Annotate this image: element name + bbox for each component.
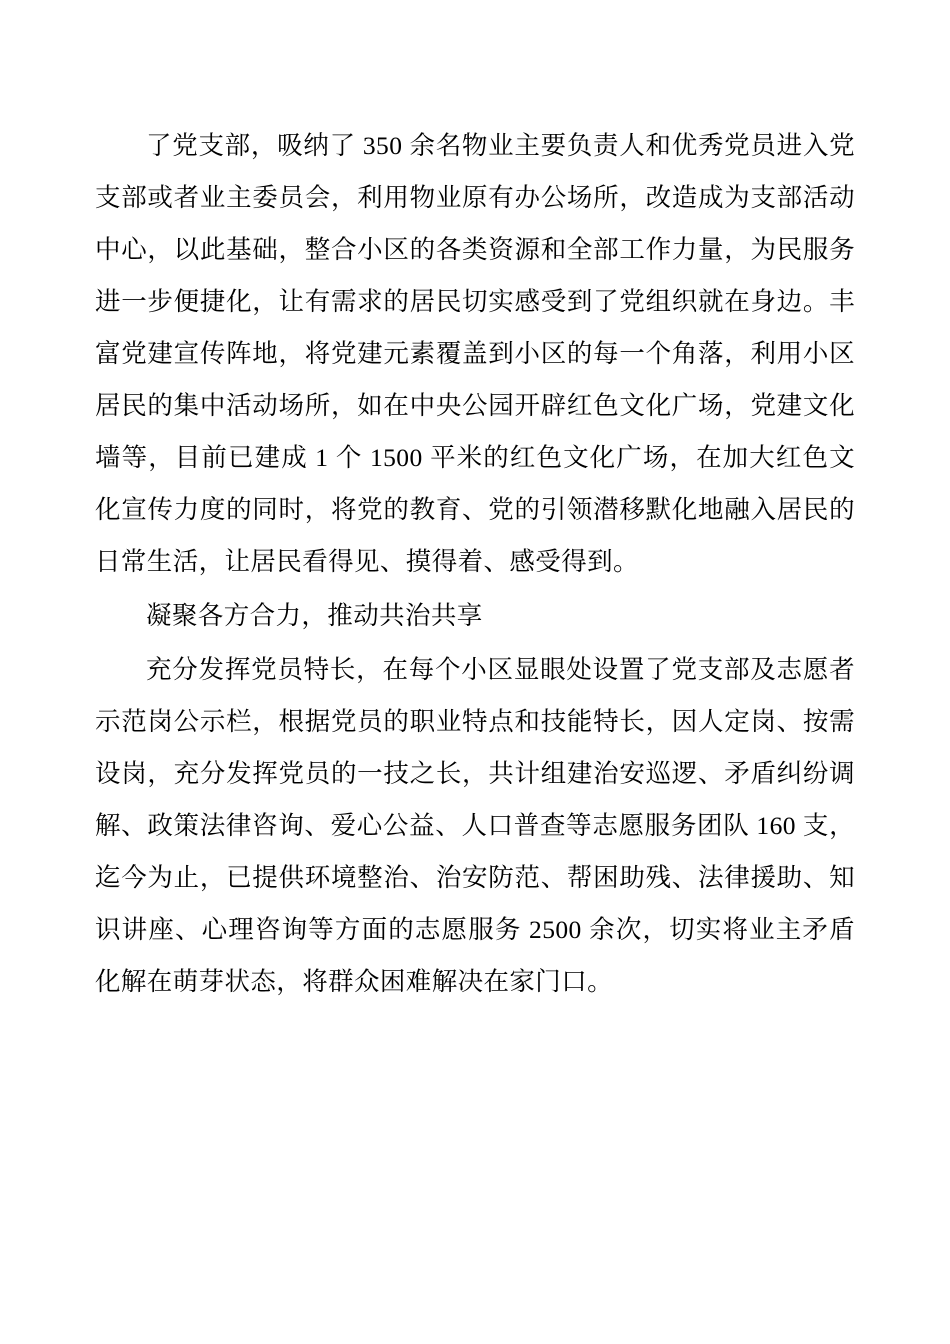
section-heading-1: 凝聚各方合力，推动共治共享 <box>146 601 483 630</box>
body-paragraph-2: 充分发挥党员特长，在每个小区显眼处设置了党支部及志愿者示范岗公示栏，根据党员的职业特点和技能特长，因人定岗、按需设岗，充分发挥党员的一技之长，共计组建治安巡逻、矛盾纠纷调解、政策法律咨询、爱心公益、人口普查等志愿服务团队 160 支，迄今为止，已提供环境整治、治安防范、帮困助残、法律援助、知识讲座、心理咨询等方面的志愿服务 2500 余次，切实将业主矛盾化解在萌芽状态，将群众困难解决在家门口。 <box>95 655 855 996</box>
body-paragraph-1: 了党支部，吸纳了 350 余名物业主要负责人和优秀党员进入党支部或者业主委员会，利用物业原有办公场所，改造成为支部活动中心，以此基础，整合小区的各类资源和全部工作力量，为民服务进一步便捷化，让有需求的居民切实感受到了党组织就在身边。丰富党建宣传阵地，将党建元素覆盖到小区的每一个角落，利用小区居民的集中活动场所，如在中央公园开辟红色文化广场，党建文化墙等，目前已建成 1 个 1500 平米的红色文化广场，在加大红色文化宣传力度的同时，将党的教育、党的引领潜移默化地融入居民的日常生活，让居民看得见、摸得着、感受得到。 <box>95 131 855 576</box>
document-body <box>95 120 855 1008</box>
